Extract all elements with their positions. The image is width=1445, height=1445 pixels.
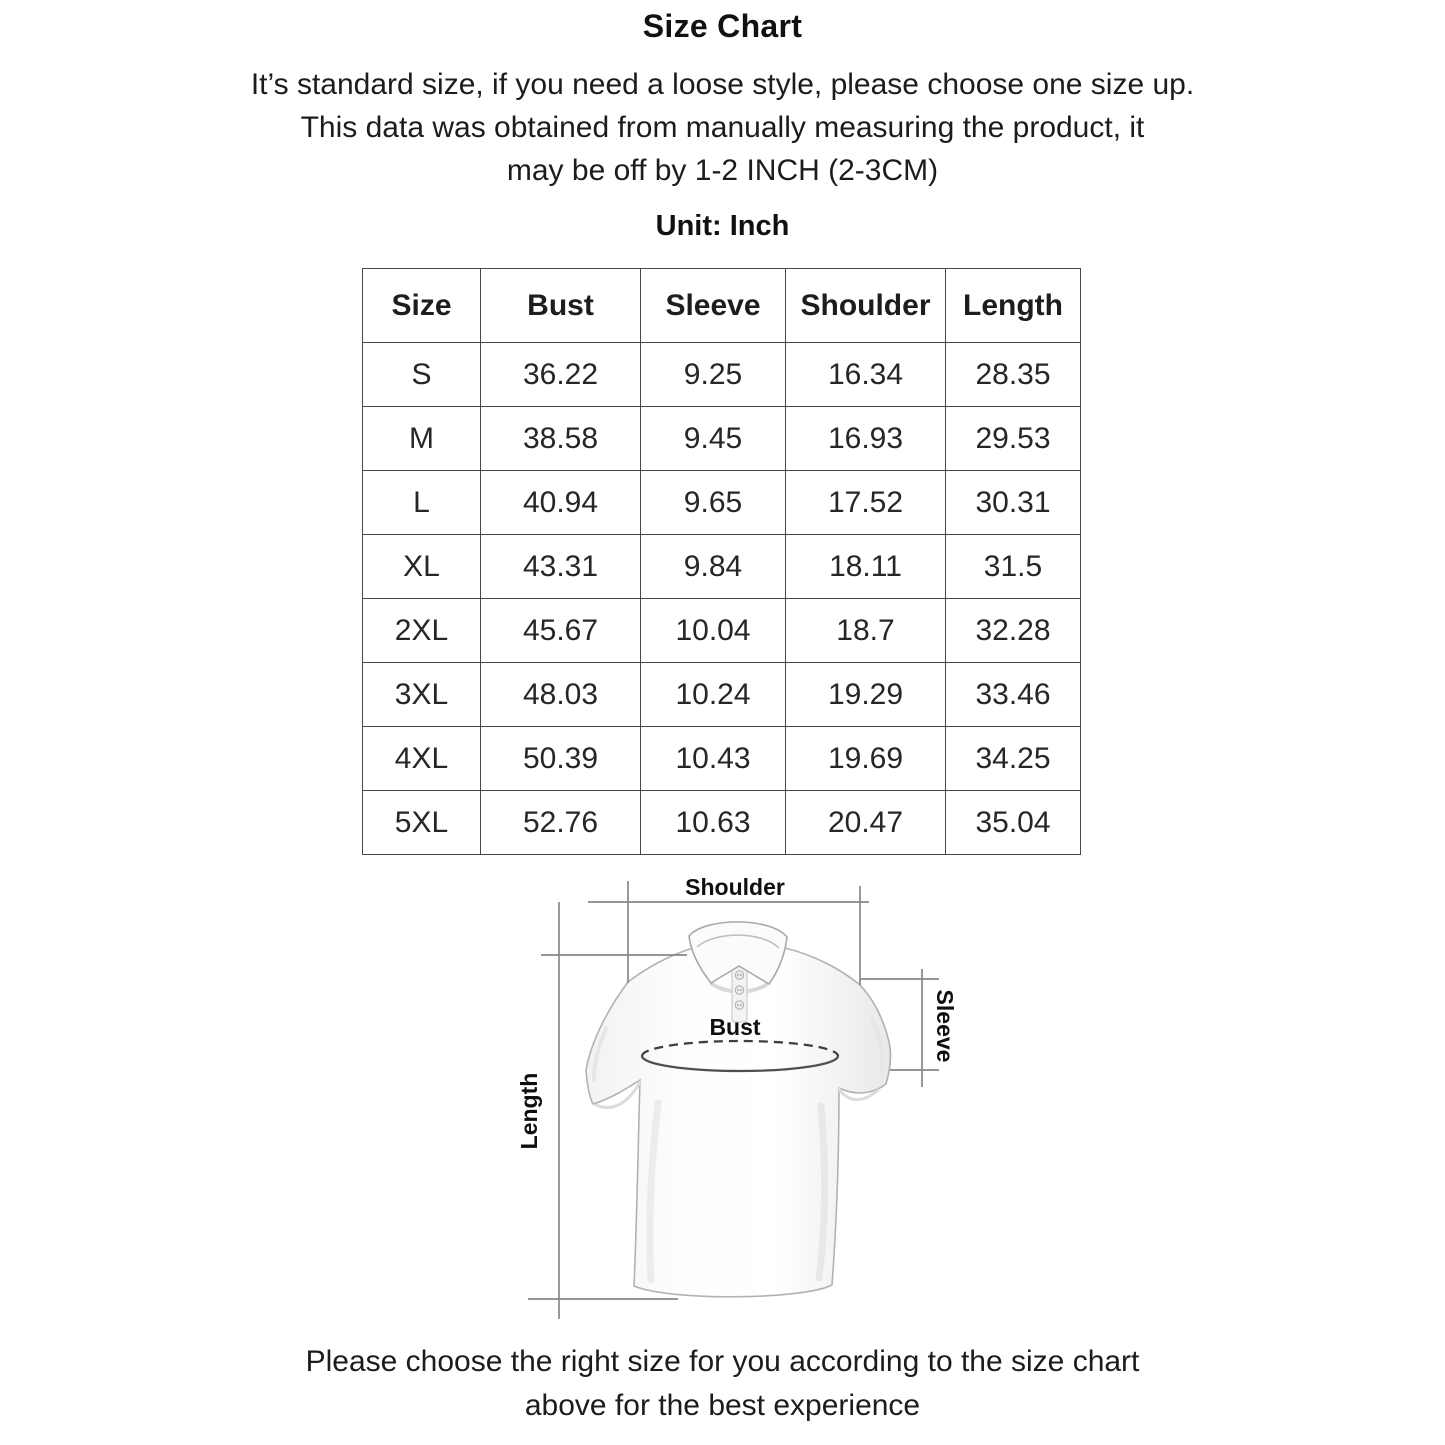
table-cell: XL <box>363 535 481 599</box>
sleeve-label: Sleeve <box>932 989 958 1063</box>
table-cell: 18.11 <box>786 535 946 599</box>
column-header: Bust <box>481 269 641 343</box>
table-cell: 45.67 <box>481 599 641 663</box>
buttons <box>735 971 743 1009</box>
table-cell: 33.46 <box>946 663 1081 727</box>
table-cell: 38.58 <box>481 407 641 471</box>
table-cell: 10.43 <box>641 727 786 791</box>
table-cell: 16.93 <box>786 407 946 471</box>
table-cell: 50.39 <box>481 727 641 791</box>
size-table-body <box>363 343 1081 855</box>
size-diagram <box>488 858 968 1338</box>
table-cell: 29.53 <box>946 407 1081 471</box>
table-row <box>363 599 1081 663</box>
table-cell: 10.63 <box>641 791 786 855</box>
table-cell: 52.76 <box>481 791 641 855</box>
size-table <box>362 268 1081 855</box>
table-cell: 17.52 <box>786 471 946 535</box>
table-cell: 35.04 <box>946 791 1081 855</box>
table-row <box>363 663 1081 727</box>
table-cell: 43.31 <box>481 535 641 599</box>
table-cell: L <box>363 471 481 535</box>
table-cell: 4XL <box>363 727 481 791</box>
table-cell: 5XL <box>363 791 481 855</box>
shoulder-label: Shoulder <box>685 874 785 900</box>
bust-label: Bust <box>709 1014 761 1040</box>
intro-line-3: may be off by 1-2 INCH (2-3CM) <box>506 154 939 187</box>
table-row <box>363 407 1081 471</box>
intro-line-2: This data was obtained from manually measuring the product, it <box>300 111 1145 144</box>
table-row <box>363 535 1081 599</box>
footer-line-1: Please choose the right size for you according to the size chart <box>305 1345 1140 1378</box>
polo-shirt-illustration <box>586 922 890 1297</box>
table-cell: 2XL <box>363 599 481 663</box>
table-row <box>363 343 1081 407</box>
table-cell: 36.22 <box>481 343 641 407</box>
table-cell: 9.45 <box>641 407 786 471</box>
table-cell: 28.35 <box>946 343 1081 407</box>
table-cell: M <box>363 407 481 471</box>
size-table-header-row <box>363 269 1081 343</box>
table-cell: 40.94 <box>481 471 641 535</box>
table-cell: 10.04 <box>641 599 786 663</box>
intro-line-1: It’s standard size, if you need a loose style, please choose one size up. <box>250 68 1195 101</box>
footer-note <box>0 1340 1445 1428</box>
table-cell: 30.31 <box>946 471 1081 535</box>
unit-label: Unit: Inch <box>655 210 790 242</box>
table-cell: 32.28 <box>946 599 1081 663</box>
column-header: Shoulder <box>786 269 946 343</box>
table-cell: 20.47 <box>786 791 946 855</box>
table-cell: 31.5 <box>946 535 1081 599</box>
table-cell: 34.25 <box>946 727 1081 791</box>
page-title: Size Chart <box>642 8 803 44</box>
column-header: Size <box>363 269 481 343</box>
intro-text <box>0 63 1445 192</box>
table-cell: 3XL <box>363 663 481 727</box>
table-cell: 19.29 <box>786 663 946 727</box>
table-cell: 10.24 <box>641 663 786 727</box>
table-cell: 9.84 <box>641 535 786 599</box>
length-label: Length <box>516 1072 542 1150</box>
column-header: Sleeve <box>641 269 786 343</box>
table-row <box>363 727 1081 791</box>
table-cell: 18.7 <box>786 599 946 663</box>
table-row <box>363 471 1081 535</box>
column-header: Length <box>946 269 1081 343</box>
table-cell: 9.25 <box>641 343 786 407</box>
table-cell: 9.65 <box>641 471 786 535</box>
footer-line-2: above for the best experience <box>524 1389 921 1422</box>
table-cell: S <box>363 343 481 407</box>
table-cell: 19.69 <box>786 727 946 791</box>
table-row <box>363 791 1081 855</box>
table-cell: 16.34 <box>786 343 946 407</box>
table-cell: 48.03 <box>481 663 641 727</box>
